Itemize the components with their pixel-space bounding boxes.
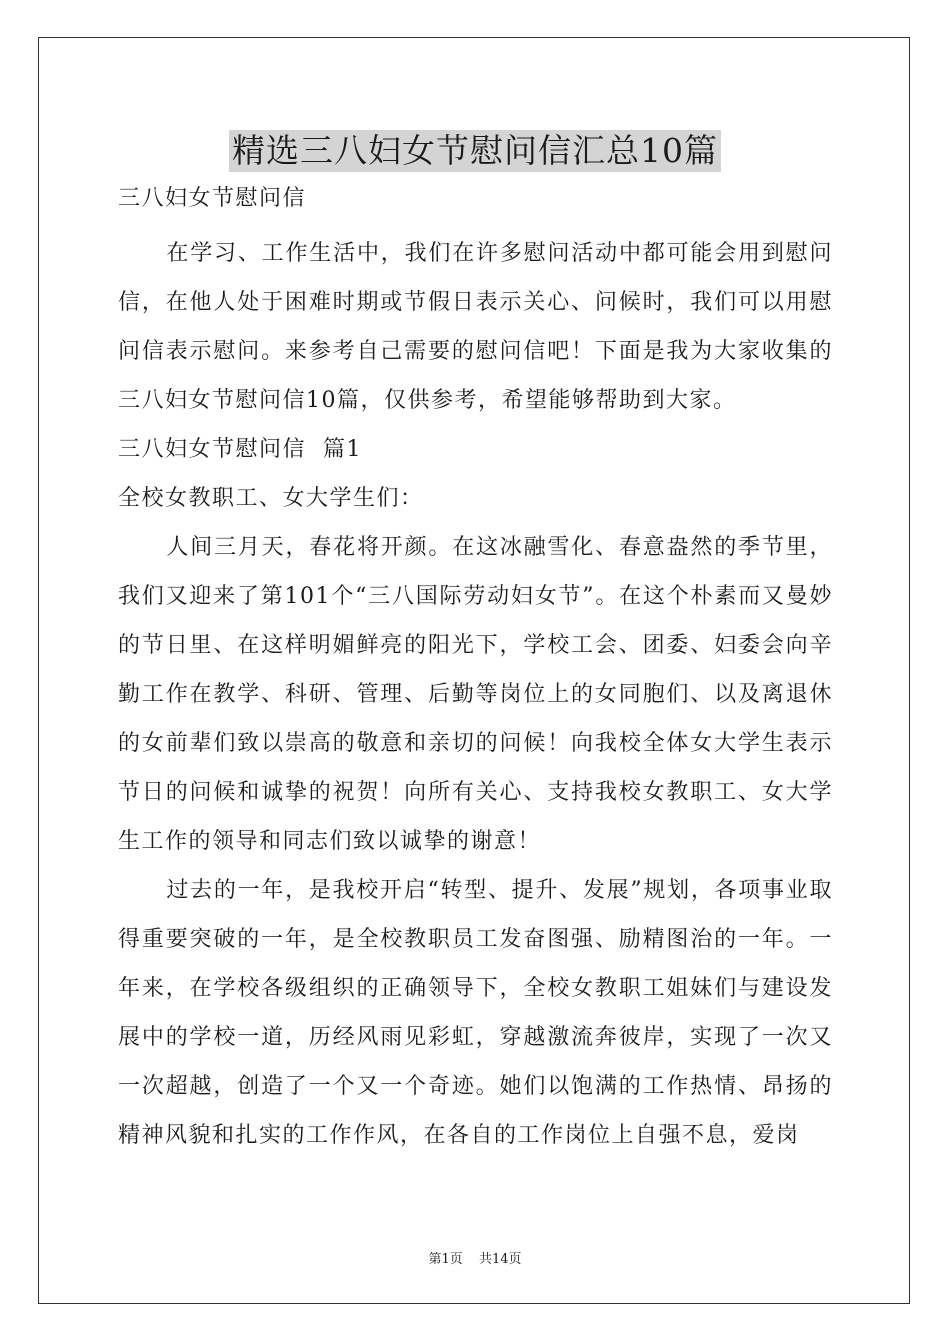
page-number: 第1页: [428, 1252, 463, 1267]
section-heading: 三八妇女节慰问信 篇1: [118, 437, 362, 462]
salutation: 全校女教职工、女大学生们：: [118, 486, 424, 511]
intro-paragraph: 在学习、工作生活中，我们在许多慰问活动中都可能会用到慰问信，在他人处于困难时期或节假日表示关心、问候时，我们可以用慰问信表示慰问。来参考自己需要的慰问信吧！下面是我为大家收集的三八妇女节慰问信10篇，仅供参考，希望能够帮助到大家。: [118, 241, 833, 413]
document-title: 精选三八妇女节慰问信汇总10篇: [229, 130, 721, 172]
subtitle: 三八妇女节慰问信: [118, 186, 307, 211]
document-body: [118, 180, 833, 1160]
page-footer: [0, 1248, 950, 1267]
page-total: 共14页: [478, 1252, 522, 1267]
body-paragraph-1: 人间三月天，春花将开颜。在这冰融雪化、春意盎然的季节里，我们又迎来了第101个“三八国际劳动妇女节”。在这个朴素而又曼妙的节日里、在这样明媚鲜亮的阳光下，学校工会、团委、妇委会向辛勤工作在教学、科研、管理、后勤等岗位上的女同胞们、以及离退休的女前辈们致以崇高的敬意和亲切的问候！向我校全体女大学生表示节日的问候和诚挚的祝贺！向所有关心、支持我校女教职工、女大学生工作的领导和同志们致以诚挚的谢意！: [118, 535, 833, 854]
body-paragraph-2: 过去的一年，是我校开启“转型、提升、发展”规划，各项事业取得重要突破的一年，是全校教职员工发奋图强、励精图治的一年。一年来，在学校各级组织的正确领导下，全校女教职工姐妹们与建设发展中的学校一道，历经风雨见彩虹，穿越激流奔彼岸，实现了一次又一次超越，创造了一个又一个奇迹。她们以饱满的工作热情、昂扬的精神风貌和扎实的工作作风，在各自的工作岗位上自强不息，爱岗: [118, 878, 833, 1148]
title-area: [0, 130, 950, 172]
